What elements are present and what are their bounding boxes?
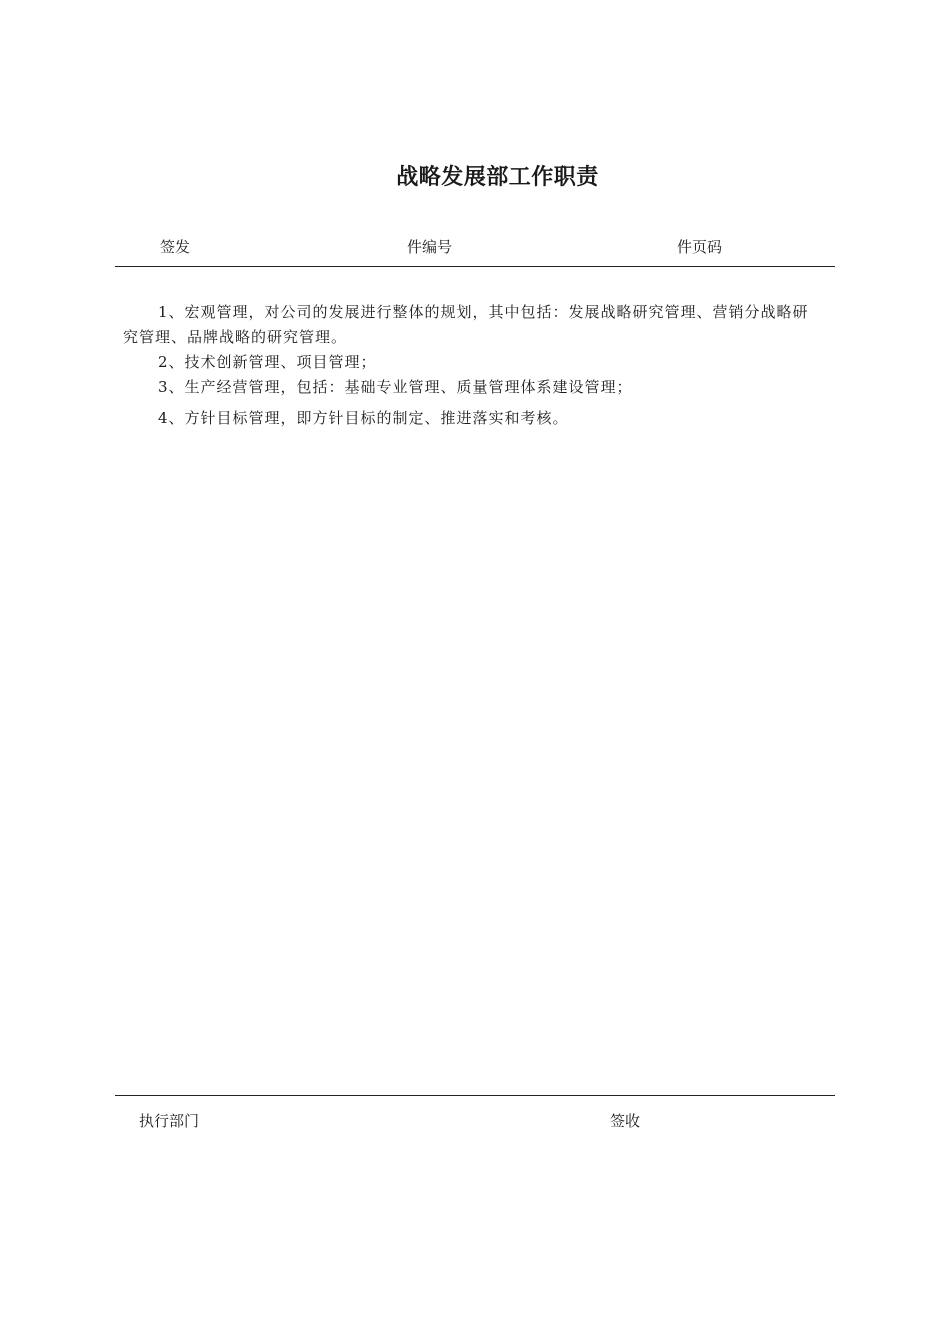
duty-item: 3、生产经营管理，包括：基础专业管理、质量管理体系建设管理； [158, 378, 633, 396]
sign-label: 签发 [160, 238, 191, 256]
receipt-label: 签收 [610, 1112, 641, 1130]
duty-item: 2、技术创新管理、项目管理； [158, 353, 377, 371]
header-meta-row [0, 236, 950, 260]
duty-item: 1、宏观管理，对公司的发展进行整体的规划，其中包括：发展战略研究管理、营销分战略研究管理、品牌战略的研究管理。 [123, 303, 809, 346]
document-title: 战略发展部工作职责 [396, 165, 599, 190]
duty-item: 4、方针目标管理，即方针目标的制定、推进落实和考核。 [158, 409, 569, 427]
doc-number-label: 件编号 [407, 238, 453, 256]
header-divider [115, 266, 835, 267]
footer-row [0, 1110, 950, 1134]
page-number-label: 件页码 [677, 238, 723, 256]
duties-list [123, 300, 813, 431]
footer-divider [115, 1095, 835, 1096]
executing-department-label: 执行部门 [139, 1112, 200, 1130]
